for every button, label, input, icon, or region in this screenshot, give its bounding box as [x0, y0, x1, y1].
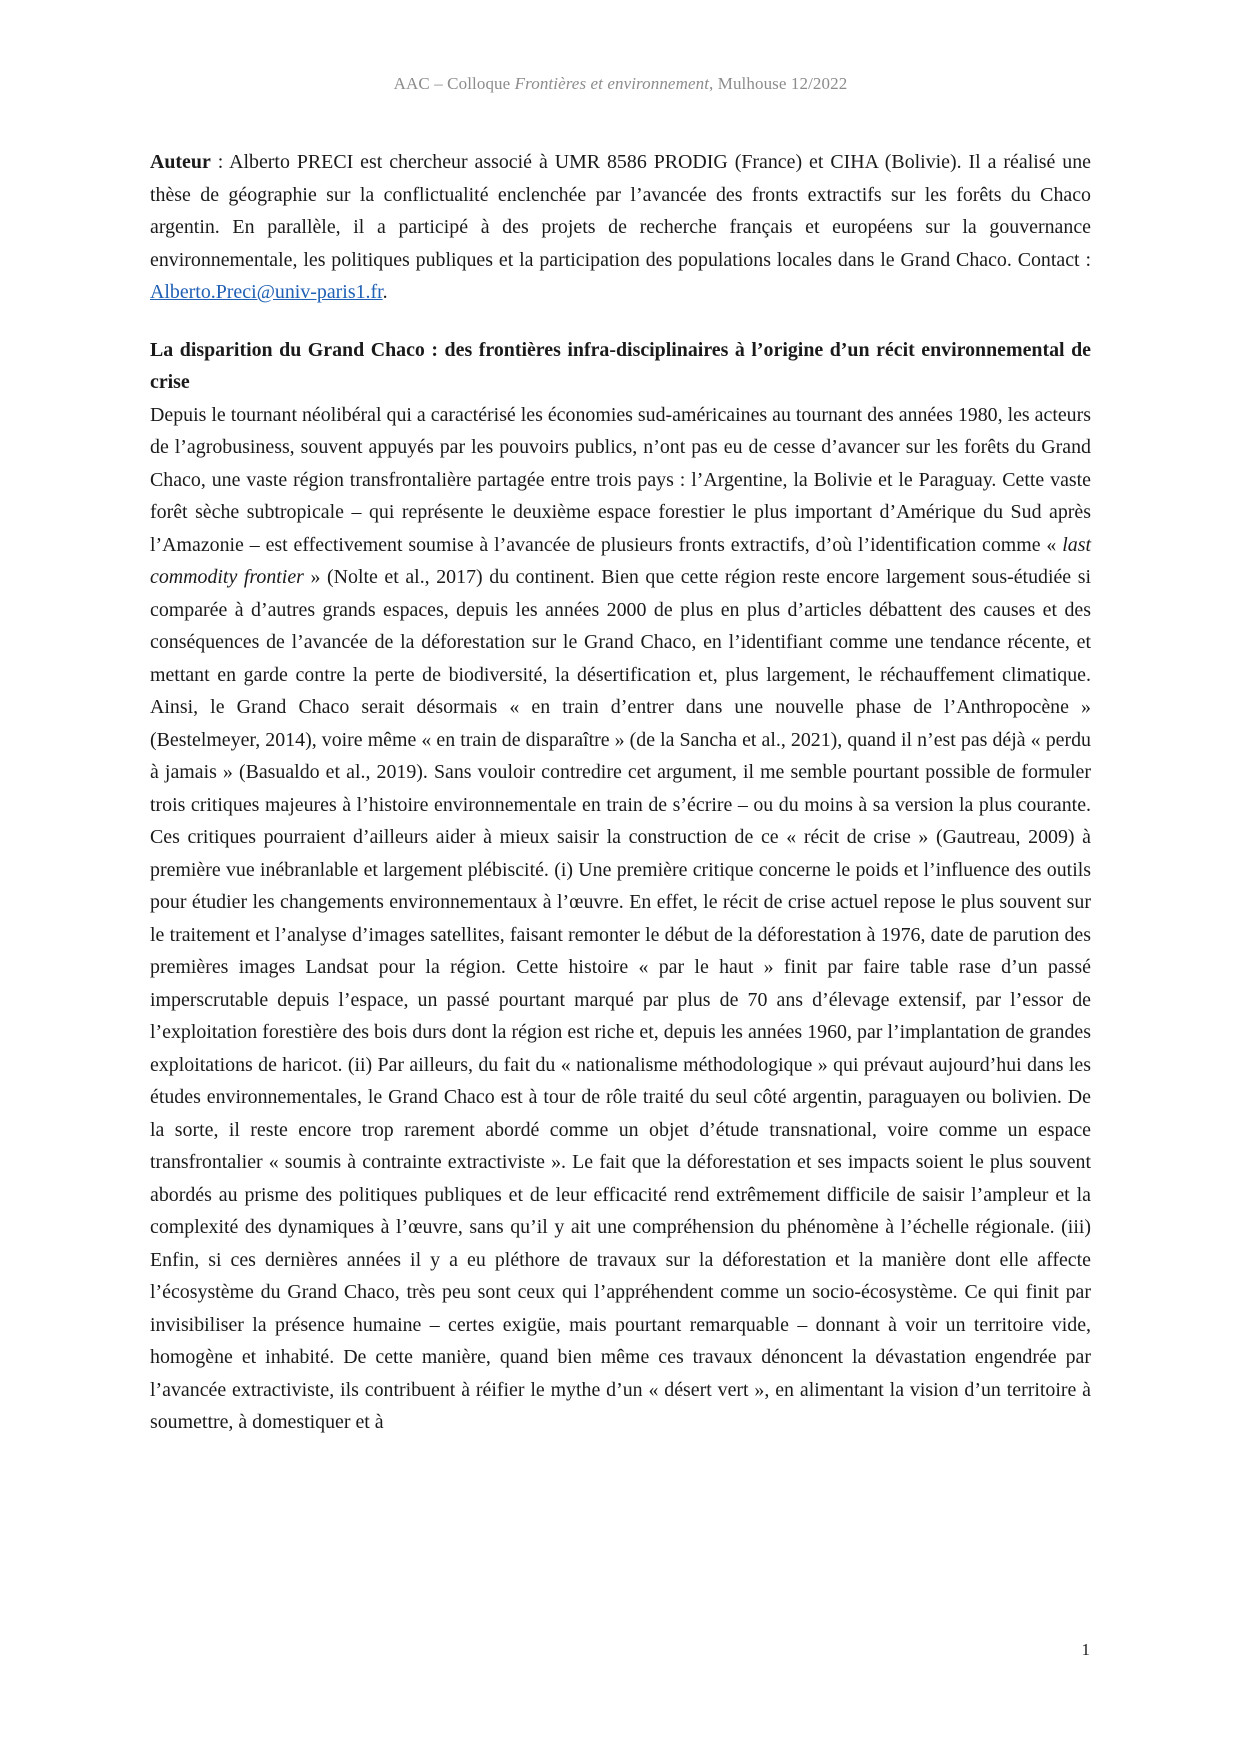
author-label: Auteur — [150, 151, 211, 173]
header-suffix: , Mulhouse 12/2022 — [709, 74, 848, 93]
author-label-separator: : — [210, 151, 230, 173]
section-body — [150, 399, 1091, 1439]
section-title: La disparition du Grand Chaco : des frontières infra-disciplinaires à l’origine d’un récit environnemental de crise — [150, 338, 1091, 393]
page-header — [0, 74, 1241, 94]
author-bio: Alberto PRECI est chercheur associé à UMR 8586 PRODIG (France) et CIHA (Bolivie). Il a réalisé une thèse de géographie sur la conflictualité enclenchée par l’avancée des fronts extractifs sur les forêts du Chaco argentin. En parallèle, il a participé à des projets de recherche français et européens sur la gouvernance environnementale, les politiques publiques et la participation des populations locales dans le Grand Chaco. Contact : — [150, 151, 1091, 271]
page-number: 1 — [1081, 1640, 1090, 1659]
author-end: . — [382, 281, 388, 303]
header-prefix: AAC – Colloque — [393, 74, 515, 93]
document-body — [150, 146, 1091, 1439]
author-email-link[interactable]: Alberto.Preci@univ-paris1.fr — [150, 281, 383, 303]
body-part-1: Depuis le tournant néolibéral qui a caractérisé les économies sud-américaines au tournant des années 1980, les acteurs de l’agrobusiness, souvent appuyés par les pouvoirs publics, n’ont pas eu de cesse d’avancer sur les forêts du Grand Chaco, une vaste région transfrontalière partagée entre trois pays : l’Argentine, la Bolivie et le Paraguay. Cette vaste forêt sèche subtropicale – qui représente le deuxième espace forestier le plus important d’Amérique du Sud après l’Amazonie – est effectivement soumise à l’avancée de plusieurs fronts extractifs, d’où l’identification comme « — [150, 403, 1091, 556]
header-conference-title: Frontières et environnement — [514, 74, 710, 93]
author-paragraph — [150, 146, 1091, 309]
body-part-2: » (Nolte et al., 2017) du continent. Bien que cette région reste encore largement sous-étudiée si comparée à d’autres grands espaces, depuis les années 2000 de plus en plus d’articles débattent des causes et des conséquences de l’avancée de la déforestation sur le Grand Chaco, en l’identifiant comme une tendance récente, et mettant en garde contre la perte de biodiversité, la désertification et, plus largement, le réchauffement climatique. Ainsi, le Grand Chaco serait désormais « en train d’entrer dans une nouvelle phase de l’Anthropocène » (Bestelmeyer, 2014), voire même « en train de disparaître » (de la Sancha et al., 2021), quand il n’est pas déjà « perdu à jamais » (Basualdo et al., 2019). Sans vouloir contredire cet argument, il me semble pourtant possible de formuler trois critiques majeures à l’histoire environnementale en train de s’écrire – ou du moins à sa version la plus courante. Ces critiques pourraient d’ailleurs aider à mieux saisir la construction de ce « récit de crise » (Gautreau, 2009) à première vue inébranlable et largement plébiscité. (i) Une première critique concerne le poids et l’influence des outils pour étudier les changements environnementaux à l’œuvre. En effet, le récit de crise actuel repose le plus souvent sur le traitement et l’analyse d’images satellites, faisant remonter le début de la déforestation à 1976, date de parution des premières images Landsat pour la région. Cette histoire « par le haut » finit par faire table rase d’un passé imperscrutable depuis l’espace, un passé pourtant marqué par plus de 70 ans d’élevage extensif, par l’essor de l’exploitation forestière des bois durs dont la région est riche et, depuis les années 1960, par l’implantation de grandes exploitations de haricot. (ii) Par ailleurs, du fait du « nationalisme méthodologique » qui prévaut aujourd’hui dans les études environnementales, le Grand Chaco est à tour de rôle traité du seul côté argentin, paraguayen ou bolivien. De la sorte, il reste encore trop rarement abordé comme un objet d’étude transnational, voire comme un espace transfrontalier « soumis à contrainte extractiviste ». Le fait que la déforestation et ses impacts soient le plus souvent abordés au prisme des politiques publiques et de leur efficacité rend extrêmement difficile de saisir l’ampleur et la complexité des dynamiques à l’œuvre, sans qu’il y ait une compréhension du phénomène à l’échelle régionale. (iii) Enfin, si ces dernières années il y a eu pléthore de travaux sur la déforestation et la manière dont elle affecte l’écosystème du Grand Chaco, très peu sont ceux qui l’appréhendent comme un socio-écosystème. Ce qui finit par invisibiliser la présence humaine – certes exigüe, mais pourtant remarquable – donnant à voir un territoire vide, homogène et inhabité. De cette manière, quand bien même ces travaux dénoncent la dévastation engendrée par l’avancée extractiviste, ils contribuent à réifier le mythe d’un « désert vert », en alimentant la vision d’un territoire à soumettre, à domestiquer et à — [150, 566, 1091, 1433]
body-italic-term: last commodity frontier — [150, 533, 1091, 588]
